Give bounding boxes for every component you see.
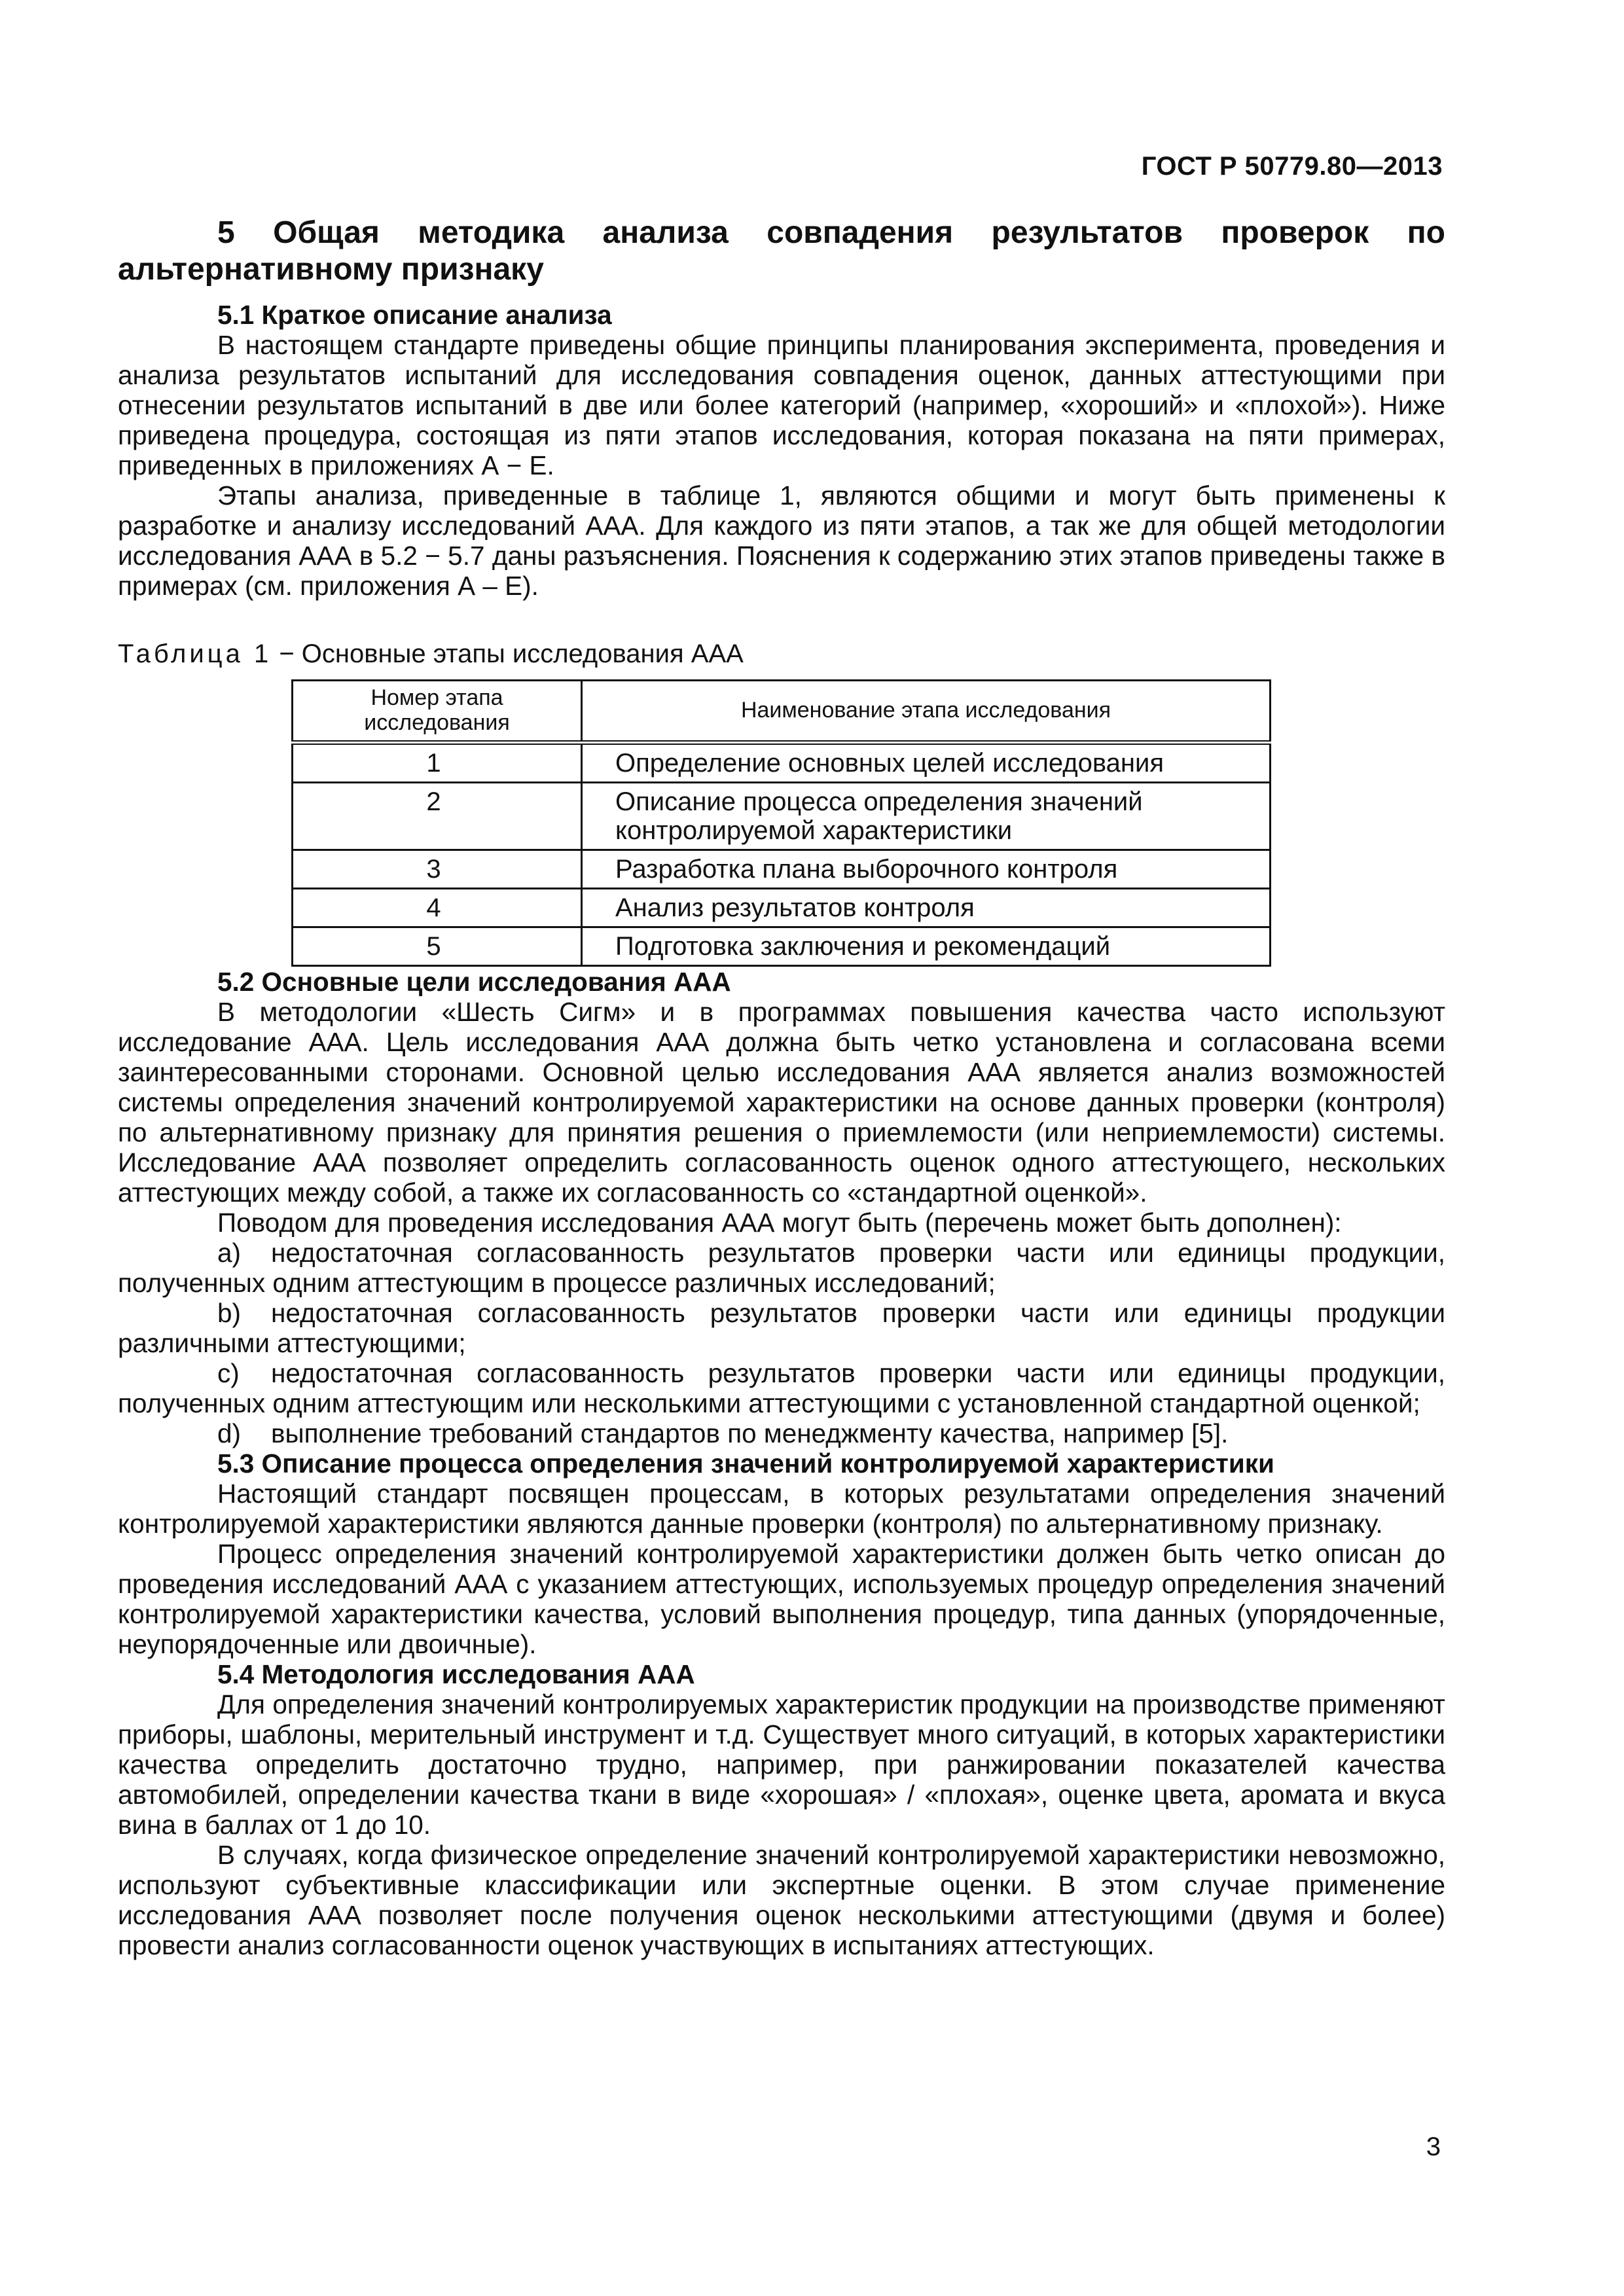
paragraph-5-4-2: В случаях, когда физическое определение значений контролируемой характеристики невозможно, используют субъективные классификации или экспертные оценки. В этом случае применение исследования ААА позволяет после получения оценок несколькими аттестующими (двумя и более) провести анализ согласованности оценок участвующих в испытаниях аттестующих. [118, 1840, 1445, 1960]
paragraph-5-4-1: Для определения значений контролируемых характеристик продукции на производстве применяют приборы, шаблоны, мерительный инструмент и т.д. Существует много ситуаций, в которых характеристики качества определить достаточно трудно, например, при ранжировании показателей качества автомобилей, определении качества ткани в виде «хорошая» / «плохая», оценке цвета, аромата и вкуса вина в баллах от 1 до 10. [118, 1689, 1445, 1840]
paragraph-5-1-1: В настоящем стандарте приведены общие принципы планирования эксперимента, проведения и анализа результатов испытаний для исследования совпадения оценок, данных аттестующими при отнесении результатов испытаний в две или более категорий (например, «хороший» и «плохой»). Ниже приведена процедура, состоящая из пяти этапов исследования, которая показана на пяти примерах, приведенных в приложениях А − Е. [118, 330, 1445, 480]
table-row [293, 743, 1271, 783]
table-row [293, 783, 1271, 850]
table-row [293, 889, 1271, 927]
paragraph-5-3-1: Настоящий стандарт посвящен процессам, в которых результатами определения значений контролируемой характеристики являются данные проверки (контроля) по альтернативному признаку. [118, 1479, 1445, 1539]
table-cell-stage-name: Описание процесса определения значений контролируемой характеристики [582, 783, 1271, 850]
table-cell-stage-name: Анализ результатов контроля [582, 889, 1271, 927]
table-cell-stage-number: 4 [293, 889, 582, 927]
table-1-caption-dash: − [272, 639, 302, 668]
table-row [293, 927, 1271, 966]
table-cell-stage-number: 1 [293, 743, 582, 783]
table-cell-stage-number: 2 [293, 783, 582, 850]
list-item-text: недостаточная согласованность результатов проверки части или единицы продукции, полученных одним аттестующим в процессе различных исследований; [118, 1238, 1445, 1298]
table-1 [291, 679, 1271, 967]
page-number: 3 [1426, 2132, 1441, 2161]
heading-5-2: 5.2 Основные цели исследования ААА [217, 967, 731, 997]
table-cell-stage-name: Подготовка заключения и рекомендаций [582, 927, 1271, 966]
list-item-text: недостаточная согласованность результатов проверки части или единицы продукции, полученных одним аттестующим или несколькими аттестующими с установленной стандартной оценкой; [118, 1358, 1445, 1418]
table-cell-stage-number: 3 [293, 850, 582, 889]
table-row [293, 850, 1271, 889]
heading-5-1: 5.1 Краткое описание анализа [217, 300, 612, 330]
list-item-label: a) [217, 1238, 242, 1268]
paragraph-5-1-2: Этапы анализа, приведенные в таблице 1, являются общими и могут быть применены к разработке и анализу исследований ААА. Для каждого из пяти этапов, а так же для общей методологии исследования ААА в 5.2 − 5.7 даны разъяснения. Пояснения к содержанию этих этапов приведены также в примерах (см. приложения А – Е). [118, 480, 1445, 601]
document-code: ГОСТ Р 50779.80—2013 [1141, 152, 1443, 181]
table-header-row [293, 681, 1271, 743]
list-item-d [118, 1418, 1445, 1448]
list-item-a [118, 1238, 1445, 1298]
list-item-label: d) [217, 1418, 242, 1448]
list-item-b [118, 1298, 1445, 1358]
table-1-caption-text: Основные этапы исследования ААА [301, 639, 744, 668]
list-item-text: недостаточная согласованность результатов проверки части или единицы продукции различными аттестующими; [118, 1298, 1445, 1358]
table-1-caption-label: Таблица 1 [118, 639, 272, 668]
table-cell-stage-name: Разработка плана выборочного контроля [582, 850, 1271, 889]
table-1-caption [118, 639, 1445, 669]
paragraph-5-3-2: Процесс определения значений контролируемой характеристики должен быть четко описан до проведения исследований ААА с указанием аттестующих, используемых процедур определения значений контролируемой характеристики качества, условий выполнения процедур, типа данных (упорядоченные, неупорядоченные или двоичные). [118, 1539, 1445, 1659]
table-header-stage-number: Номер этапа исследования [293, 681, 582, 743]
list-item-text: выполнение требований стандартов по менеджменту качества, например [5]. [271, 1418, 1229, 1448]
paragraph-5-2-2: Поводом для проведения исследования ААА могут быть (перечень может быть дополнен): [217, 1208, 1342, 1238]
list-item-c [118, 1358, 1445, 1418]
paragraph-5-2-1: В методологии «Шесть Сигм» и в программах повышения качества часто используют исследование ААА. Цель исследования ААА должна быть четко установлена и согласована всеми заинтересованными сторонами. Основной целью исследования ААА является анализ возможностей системы определения значений контролируемой характеристики на основе данных проверки (контроля) по альтернативному признаку для принятия решения о приемлемости (или неприемлемости) системы. Исследование ААА позволяет определить согласованность оценок одного аттестующего, нескольких аттестующих между собой, а также их согласованность со «стандартной оценкой». [118, 997, 1445, 1208]
list-item-label: c) [217, 1358, 240, 1388]
heading-5-3: 5.3 Описание процесса определения значений контролируемой характеристики [217, 1448, 1274, 1479]
heading-5-4: 5.4 Методология исследования ААА [217, 1659, 695, 1689]
section-5-title [118, 215, 1445, 288]
table-cell-stage-number: 5 [293, 927, 582, 966]
table-header-stage-name: Наименование этапа исследования [582, 681, 1271, 743]
list-item-label: b) [217, 1298, 242, 1328]
table-cell-stage-name: Определение основных целей исследования [582, 743, 1271, 783]
page-content [118, 215, 1445, 1960]
section-5-title-text: Общая методика анализа совпадения результатов проверок по альтернативному признаку [118, 215, 1445, 287]
section-5-number: 5 [217, 215, 235, 250]
